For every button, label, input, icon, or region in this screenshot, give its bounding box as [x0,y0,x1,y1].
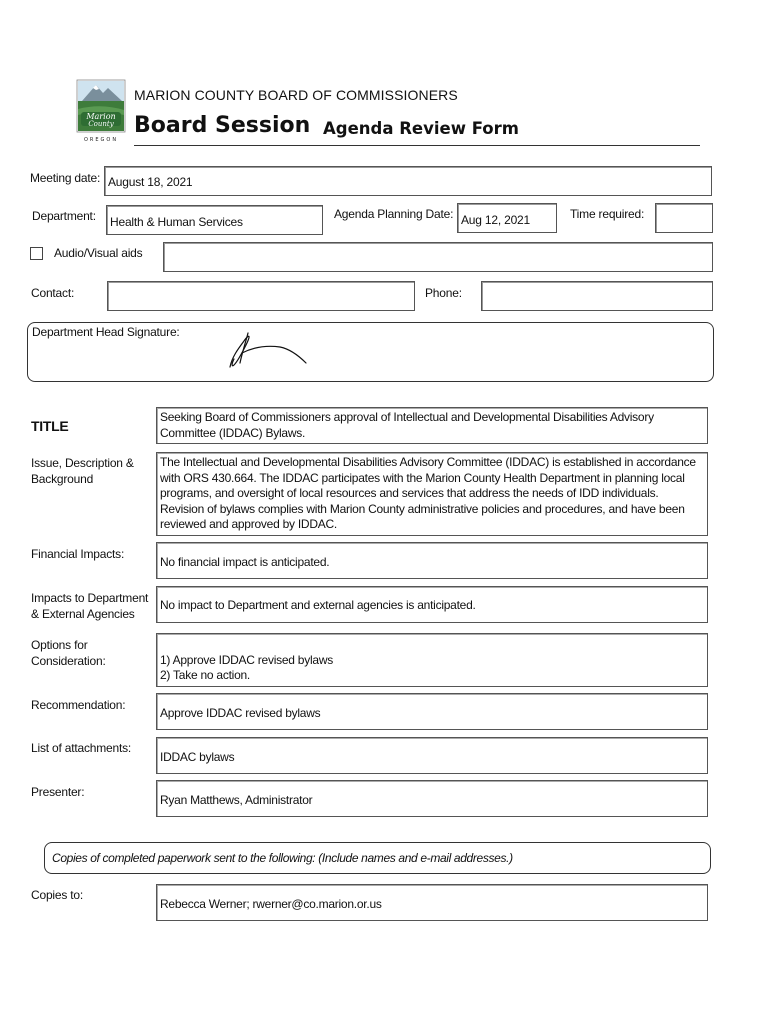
meeting-date-value: August 18, 2021 [108,175,193,189]
issue-label: Issue, Description & Background [31,456,134,486]
page-title: Board Session [134,113,311,138]
agenda-planning-date-field[interactable] [457,203,557,233]
presenter-label: Presenter: [31,785,85,799]
copies-note-box [44,842,711,874]
marion-county-logo-icon [76,79,126,145]
recommendation-label: Recommendation: [31,698,126,712]
option-2: 2) Take no action. [160,668,251,682]
org-name: MARION COUNTY BOARD OF COMMISSIONERS [134,87,458,103]
page-subtitle: Agenda Review Form [323,119,519,138]
contact-field[interactable] [107,281,415,311]
signature-box[interactable] [27,322,714,382]
financial-impacts-field[interactable]: No financial impact is anticipated. [156,542,708,579]
time-required-field[interactable] [655,203,713,233]
signature-image [224,327,324,371]
option-1: 1) Approve IDDAC revised bylaws [160,653,333,667]
copies-note: Copies of completed paperwork sent to the following: (Include names and e-mail addresses.) [52,851,513,865]
phone-field[interactable] [481,281,713,311]
title-field[interactable]: Seeking Board of Commissioners approval of Intellectual and Developmental Disabilities Advisory Committee (IDDAC) Bylaws. [156,407,708,444]
meeting-date-field[interactable] [104,166,712,196]
copies-to-field[interactable]: Rebecca Werner; rwerner@co.marion.or.us [156,884,708,921]
svg-text:County: County [88,120,114,128]
impacts-label: Impacts to Department & External Agencies [31,591,149,621]
agenda-planning-date-label: Agenda Planning Date: [334,207,454,221]
title-section-label: TITLE [31,418,69,434]
contact-label: Contact: [31,286,75,300]
department-field[interactable] [106,205,323,235]
department-label: Department: [32,209,96,223]
agenda-planning-date-value: Aug 12, 2021 [461,213,530,227]
options-field[interactable] [156,633,708,687]
attachments-label: List of attachments: [31,741,132,755]
recommendation-field[interactable]: Approve IDDAC revised bylaws [156,693,708,730]
audio-visual-field[interactable] [163,242,713,272]
department-value: Health & Human Services [110,215,243,229]
time-required-label: Time required: [570,207,645,221]
financial-impacts-label: Financial Impacts: [31,547,125,561]
svg-text:Marion: Marion [86,112,116,121]
meeting-date-label: Meeting date: [30,171,101,185]
attachments-field[interactable]: IDDAC bylaws [156,737,708,774]
header-rule [134,145,700,146]
presenter-field[interactable]: Ryan Matthews, Administrator [156,780,708,817]
svg-text:OREGON: OREGON [83,137,119,143]
issue-field[interactable]: The Intellectual and Developmental Disabilities Advisory Committee (IDDAC) is established in accordance with ORS 430.664. The IDDAC participates with the Marion County Health Department in planning local programs, and oversight of local resources and services that address the needs of IDD individuals. Revision of bylaws complies with Marion County administrative policies and procedures, and have been reviewed and approved by IDDAC. [156,452,708,536]
phone-label: Phone: [425,286,462,300]
audio-visual-checkbox[interactable] [30,247,43,260]
options-label: Options for Consideration: [31,638,106,668]
signature-label: Department Head Signature: [32,325,180,339]
copies-to-label: Copies to: [31,888,84,902]
impacts-field[interactable]: No impact to Department and external agencies is anticipated. [156,586,708,623]
county-logo [76,79,126,145]
audio-visual-label: Audio/Visual aids [54,246,143,260]
